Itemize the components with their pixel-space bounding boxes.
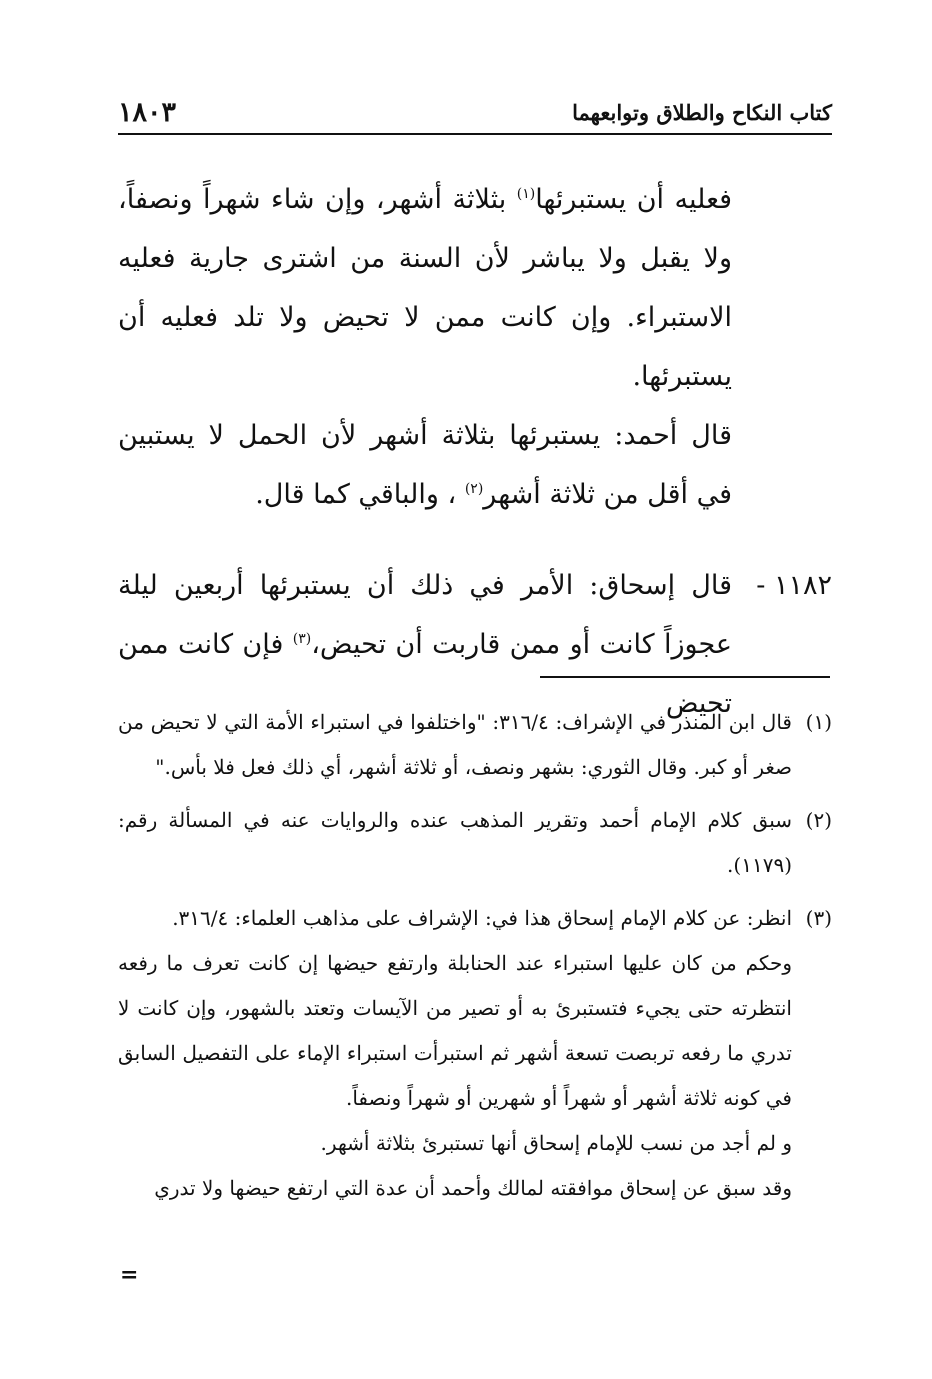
header-rule — [118, 133, 832, 135]
footnote-separator — [540, 676, 830, 678]
footnote-text: سبق كلام الإمام أحمد وتقرير المذهب عنده والروايات عنه في المسألة رقم: (١١٧٩). — [118, 808, 792, 877]
paragraph-1 — [118, 170, 832, 406]
paragraph-2-text-b: ، والباقي كما قال. — [255, 479, 465, 510]
footnote-number: (١) — [805, 710, 832, 734]
paragraph-1-text-a: فعليه أن يستبرئها — [535, 184, 732, 215]
footnote-number: (٢) — [805, 808, 832, 832]
footnote-ref-3[interactable]: (٣) — [292, 631, 312, 647]
footnote-3 — [118, 896, 832, 1211]
footnote-body — [118, 896, 792, 1211]
footnote-1 — [118, 700, 832, 790]
footnote-number: (٣) — [805, 906, 832, 930]
entry-number: ١١٨٢ - — [756, 570, 832, 601]
footnote-ref-1[interactable]: (١) — [516, 186, 536, 202]
paragraph-2 — [118, 406, 832, 524]
footnote-text-continued: و لم أجد من نسب للإمام إسحاق أنها تستبرئ بثلاثة أشهر. — [320, 1131, 792, 1155]
footnote-ref-2[interactable]: (٢) — [464, 481, 484, 497]
entry-text-a: قال إسحاق: الأمر في ذلك أن يستبرئها أربعين ليلة عجوزاً كانت أو ممن قاربت أن تحيض، — [118, 570, 732, 660]
entry-text-b: فإن كانت ممن تحيض — [118, 629, 732, 719]
footnote-text-continued: وقد سبق عن إسحاق موافقته لمالك وأحمد أن عدة التي ارتفع حيضها ولا تدري — [154, 1176, 792, 1200]
continuation-mark: = — [120, 1262, 139, 1288]
footnote-2 — [118, 798, 832, 888]
running-header — [118, 92, 832, 132]
page-number: ١٨٠٣ — [118, 96, 177, 128]
footnotes — [118, 700, 832, 1219]
main-text — [118, 170, 832, 733]
footnote-text: انظر: عن كلام الإمام إسحاق هذا في: الإشراف على مذاهب العلماء: ٣١٦/٤. — [172, 906, 792, 930]
paragraph-1-text-b: بثلاثة أشهر، وإن شاء شهراً ونصفاً، ولا يقبل ولا يباشر لأن السنة من اشترى جارية فعليه الاستبراء. وإن كانت ممن لا تحيض ولا تلد فعليه أن يستبرئها. — [118, 184, 732, 392]
paragraph-2-text-a: قال أحمد: يستبرئها بثلاثة أشهر لأن الحمل لا يستبين في أقل من ثلاثة أشهر — [118, 420, 732, 510]
footnote-text: قال ابن المنذر في الإشراف: ٣١٦/٤: "واختلفوا في استبراء الأمة التي لا تحيض من صغر أو كبر. وقال الثوري: بشهر ونصف، أو ثلاثة أشهر، أي ذلك فعل فلا بأس." — [118, 710, 792, 779]
footnote-text-continued: وحكم من كان عليها استبراء عند الحنابلة وارتفع حيضها إن كانت تعرف ما رفعه انتظرته حتى يجيء فتستبرئ به أو تصير من الآيسات وتعتد بالشهور، وإن كانت لا تدري ما رفعه تربصت تسعة أشهر ثم استبرأت استبراء الإماء على التفصيل السابق في كونه ثلاثة أشهر أو شهراً أو شهرين أو شهراً ونصفاً. — [118, 951, 792, 1110]
header-title: كتاب النكاح والطلاق وتوابعهما — [572, 99, 832, 125]
